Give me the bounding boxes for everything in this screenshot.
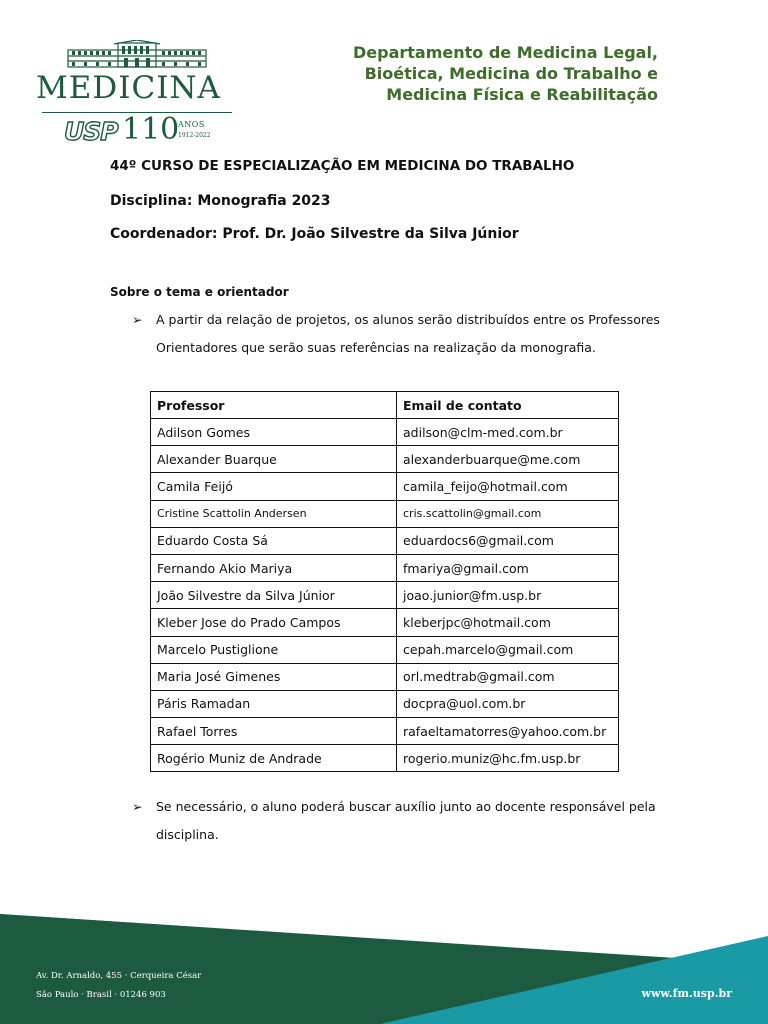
table-row [151,500,619,527]
bullet-1-line-2: Orientadores que serão suas referências na realização da monografia. [156,340,596,355]
professor-email-cell: orl.medtrab@gmail.com [397,663,619,690]
professors-table [150,391,619,772]
faculty-building-icon [66,40,208,68]
table-row [151,609,619,636]
footer-address-line-2: São Paulo · Brasil · 01246 903 [36,990,166,1000]
professor-email-cell: alexanderbuarque@me.com [397,446,619,473]
bullet-1-text [156,306,676,362]
logo-wordmark: MEDICINA [36,70,221,106]
bullet-2-line-2: disciplina. [156,827,219,842]
column-header-professor: Professor [151,392,397,419]
professor-name-cell: Marcelo Pustiglione [151,636,397,663]
course-title: 44º CURSO DE ESPECIALIZAÇÃO EM MEDICINA DO TRABALHO [110,158,575,174]
table-row [151,582,619,609]
professor-email-cell: eduardocs6@gmail.com [397,527,619,554]
professor-email-cell: cepah.marcelo@gmail.com [397,636,619,663]
bullet-1-line-1: A partir da relação de projetos, os alunos serão distribuídos entre os Professores [156,312,660,327]
logo-usp: USP [64,117,118,146]
section-heading: Sobre o tema e orientador [110,285,289,299]
professor-name-cell: Rafael Torres [151,718,397,745]
department-line-2: Bioética, Medicina do Trabalho e [364,64,658,83]
fmusp-logo [36,40,236,147]
professor-name-cell: Cristine Scattolin Andersen [151,500,397,527]
professor-name-cell: Maria José Gimenes [151,663,397,690]
logo-years: 1912-2022 [178,132,211,139]
discipline-line: Disciplina: Monografia 2023 [110,193,331,209]
bullet-2-text [156,793,676,849]
footer-address-line-1: Av. Dr. Arnaldo, 455 · Cerqueira César [36,971,202,981]
professor-name-cell: Adilson Gomes [151,419,397,446]
professor-email-cell: kleberjpc@hotmail.com [397,609,619,636]
professor-name-cell: João Silvestre da Silva Júnior [151,582,397,609]
table-row [151,690,619,717]
table-header-row [151,392,619,419]
logo-anos: ANOS [178,120,205,129]
column-header-email: Email de contato [397,392,619,419]
professor-email-cell: joao.junior@fm.usp.br [397,582,619,609]
footer-website-link[interactable]: www.fm.usp.br [641,987,732,1000]
table-row [151,718,619,745]
department-line-1: Departamento de Medicina Legal, [352,43,658,62]
professor-email-cell: rogerio.muniz@hc.fm.usp.br [397,745,619,772]
professor-email-cell: adilson@clm-med.com.br [397,419,619,446]
table-row [151,446,619,473]
professor-email-cell: rafaeltamatorres@yahoo.com.br [397,718,619,745]
professor-name-cell: Eduardo Costa Sá [151,527,397,554]
professor-email-cell: docpra@uol.com.br [397,690,619,717]
table-row [151,663,619,690]
professor-name-cell: Camila Feijó [151,473,397,500]
table-row [151,473,619,500]
footer-band [0,900,768,1024]
professor-name-cell: Fernando Akio Mariya [151,554,397,581]
professor-name-cell: Rogério Muniz de Andrade [151,745,397,772]
bullet-arrow-icon: ➢ [132,799,143,814]
table-row [151,745,619,772]
professor-name-cell: Kleber Jose do Prado Campos [151,609,397,636]
professor-email-cell: camila_feijo@hotmail.com [397,473,619,500]
professor-name-cell: Páris Ramadan [151,690,397,717]
logo-anniversary-number: 110 [122,112,180,147]
professor-email-cell: cris.scattolin@gmail.com [397,500,619,527]
table-row [151,527,619,554]
table-row [151,636,619,663]
professor-email-cell: fmariya@gmail.com [397,554,619,581]
bullet-2-line-1: Se necessário, o aluno poderá buscar auxílio junto ao docente responsável pela [156,799,656,814]
department-line-3: Medicina Física e Reabilitação [386,85,658,104]
department-name [298,42,658,105]
professor-name-cell: Alexander Buarque [151,446,397,473]
bullet-arrow-icon: ➢ [132,312,143,327]
table-row [151,419,619,446]
coordinator-line: Coordenador: Prof. Dr. João Silvestre da Silva Júnior [110,226,519,242]
table-row [151,554,619,581]
